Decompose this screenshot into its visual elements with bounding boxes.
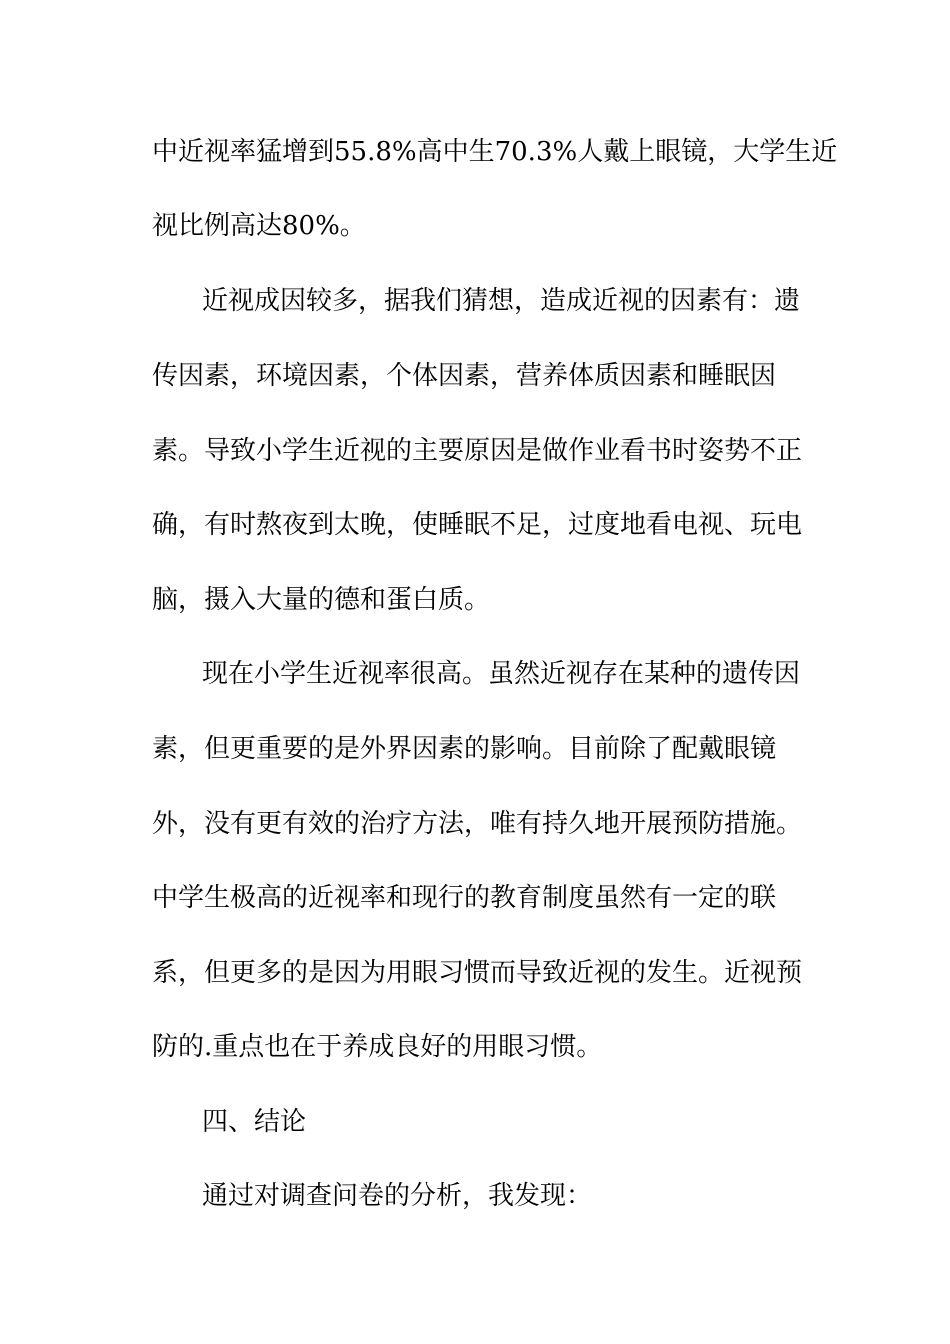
paragraph-start-line: 近视成因较多，据我们猜想，造成近视的因素有：遗 xyxy=(202,286,801,316)
paragraph-start-line: 现在小学生近视率很高。虽然近视存在某种的遗传因 xyxy=(202,659,801,689)
text-line: 素。导致小学生近视的主要原因是做作业看书时姿势不正 xyxy=(152,436,803,466)
text-line: 脑，摄入大量的德和蛋白质。 xyxy=(152,585,491,615)
text-line: 确，有时熬夜到太晚，使睡眠不足，过度地看电视、玩电 xyxy=(152,510,803,540)
paragraph-start-line: 通过对调查问卷的分析，我发现： xyxy=(202,1181,593,1211)
text-line: 防的.重点也在于养成良好的用眼习惯。 xyxy=(152,1032,603,1062)
text-line: 中近视率猛增到55.8%高中生70.3%人戴上眼镜，大学生近 xyxy=(152,137,838,167)
text-line: 传因素，环境因素，个体因素，营养体质因素和睡眠因 xyxy=(152,361,777,391)
section-heading: 四、结论 xyxy=(202,1107,307,1137)
text-line: 系，但更多的是因为用眼习惯而导致近视的发生。近视预 xyxy=(152,958,803,988)
text-line: 中学生极高的近视率和现行的教育制度虽然有一定的联 xyxy=(152,883,777,913)
text-line: 视比例高达80%。 xyxy=(152,211,366,241)
text-line: 外，没有更有效的治疗方法，唯有持久地开展预防措施。 xyxy=(152,809,803,839)
text-line: 素，但更重要的是外界因素的影响。目前除了配戴眼镜 xyxy=(152,734,777,764)
